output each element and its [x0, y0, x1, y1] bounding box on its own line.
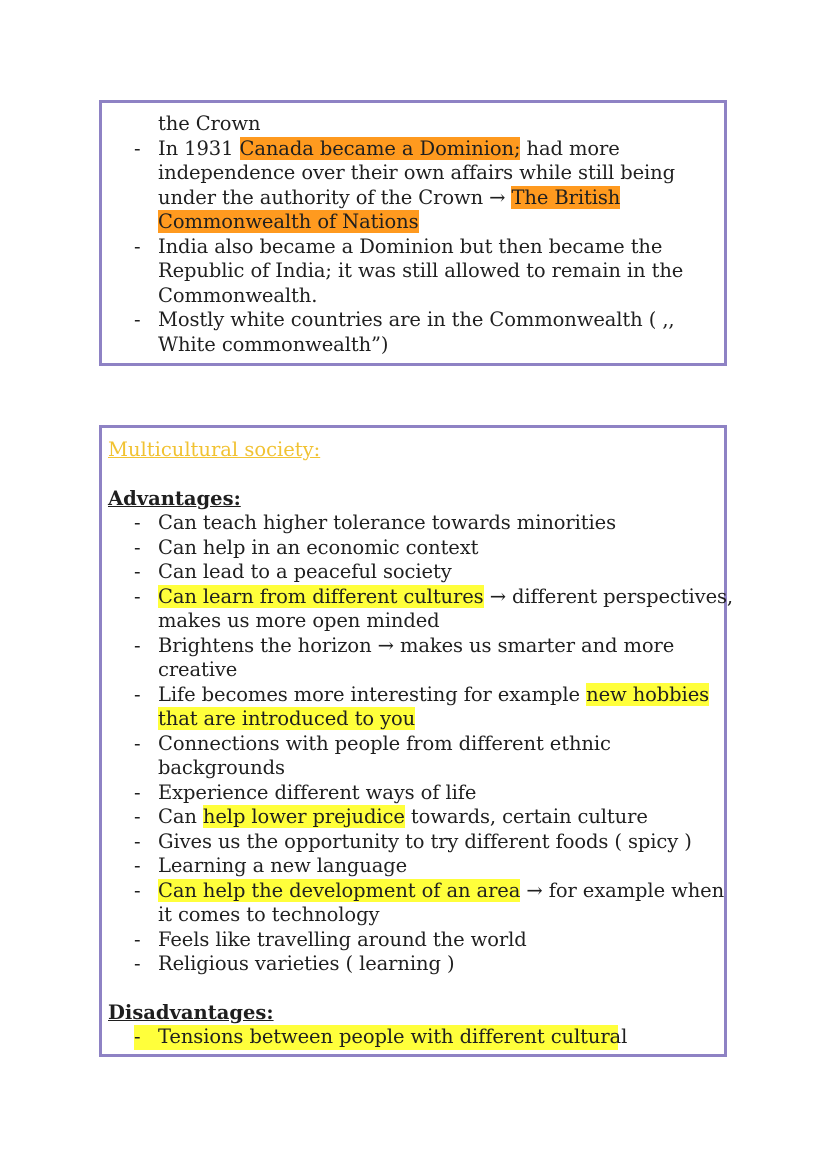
highlight-orange: The British — [511, 185, 621, 209]
section-title: Multicultural society: — [108, 438, 321, 461]
highlight-yellow: help lower prejudice — [202, 805, 405, 828]
multicultural-society-box: Multicultural society: Advantages: - Can teach higher tolerance towards minorities - Can help in an economic context - Can lead to a peaceful society - Can learn from different cultures → different perspectives, makes us more open minded - Brightens the horizon → makes us smarter and more creative - Life becomes more interesting for example new hobbies that are introduced to you - Connections with people from different ethnic backgrounds - Experience different ways of life - Can help lower prejudice towards, certain culture - Gives us the opportunity to try different foods ( spicy ) - Learning a new language - Can help the development of an area → for example when it comes to technology - Feels like travelling around the world - Religious varieties ( learning ) Disadvantages: - Tensions between people with different cultural — [99, 425, 727, 1057]
highlight-yellow: Can learn from different cultures — [158, 584, 484, 608]
advantages-heading: Advantages: — [108, 487, 241, 510]
highlight-yellow: that are introduced to you — [158, 707, 416, 730]
highlight-orange: Commonwealth of Nations — [158, 210, 419, 233]
highlight-orange: Canada became a Dominion; — [239, 136, 521, 160]
highlight-yellow: new hobbies — [586, 682, 710, 706]
highlight-yellow: Can help the development of an area — [158, 878, 521, 902]
commonwealth-notes-box: the Crown - In 1931 Canada became a Dominion; had more independence over their own affairs while still being under the authority of the Crown → The British Commonwealth of Nations - India also became a Dominion but then became the Republic of India; it was still allowed to remain in the Commonwealth. - Mostly white countries are in the Commonwealth ( ,, White commonwealth”) — [99, 100, 727, 366]
disadvantages-heading: Disadvantages: — [108, 1001, 274, 1024]
